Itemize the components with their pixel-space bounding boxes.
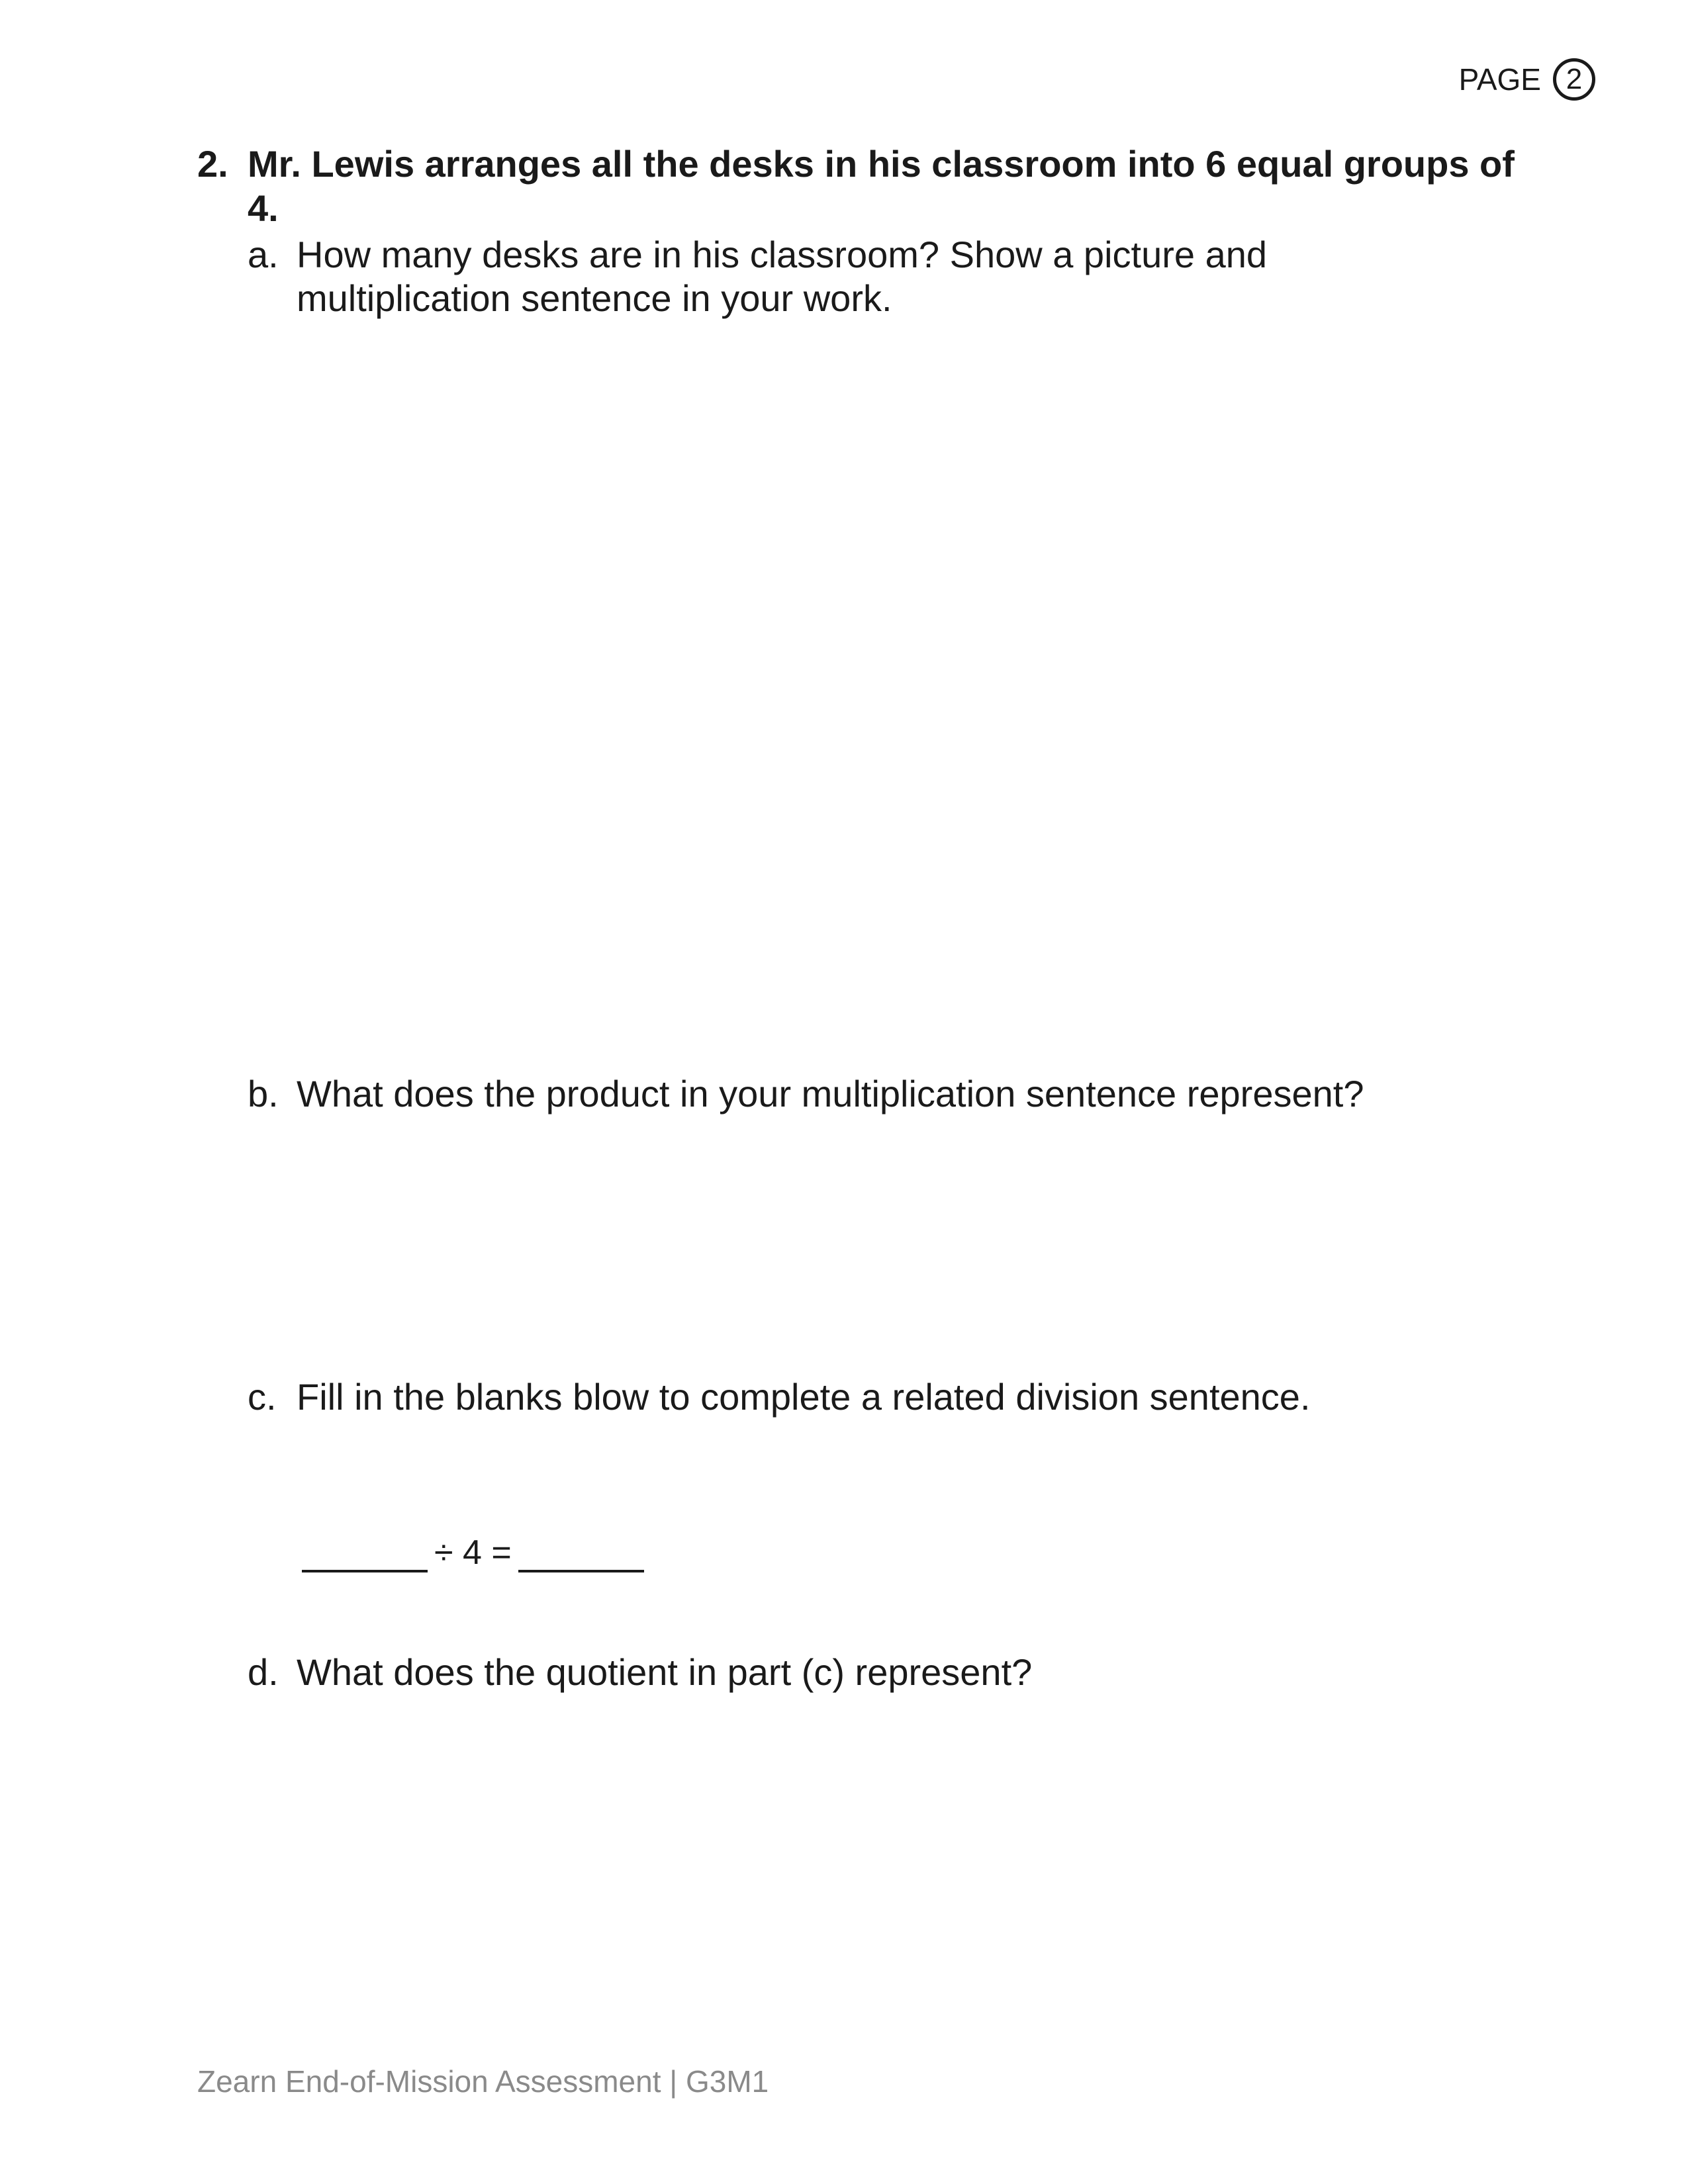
question-number: 2.: [197, 143, 228, 185]
part-a-letter: a.: [248, 234, 279, 275]
part-d-letter: d.: [248, 1651, 279, 1693]
question-2: [197, 142, 1521, 230]
part-c: [248, 1375, 1505, 1419]
part-a: [248, 233, 1505, 320]
part-c-text: Fill in the blanks blow to complete a related division sentence.: [297, 1376, 1311, 1418]
part-d-text: What does the quotient in part (c) represent?: [297, 1651, 1033, 1693]
part-b-letter: b.: [248, 1073, 279, 1115]
page-word: PAGE: [1458, 62, 1541, 97]
part-c-letter: c.: [248, 1376, 277, 1418]
part-b-text: What does the product in your multiplication sentence represent?: [297, 1073, 1364, 1115]
part-d: [248, 1651, 1505, 1694]
division-sentence: [302, 1533, 644, 1572]
division-operator: ÷ 4 =: [434, 1533, 512, 1572]
quotient-blank[interactable]: [518, 1533, 644, 1572]
part-b: [248, 1072, 1505, 1116]
dividend-blank[interactable]: [302, 1533, 428, 1572]
footer-text: Zearn End-of-Mission Assessment | G3M1: [197, 2064, 769, 2099]
page-number-badge: 2: [1553, 58, 1595, 101]
question-text: Mr. Lewis arranges all the desks in his classroom into 6 equal groups of 4.: [248, 143, 1515, 230]
page-indicator: [1459, 58, 1595, 101]
part-a-text: How many desks are in his classroom? Show a picture and multiplication sentence in your work.: [297, 234, 1268, 319]
